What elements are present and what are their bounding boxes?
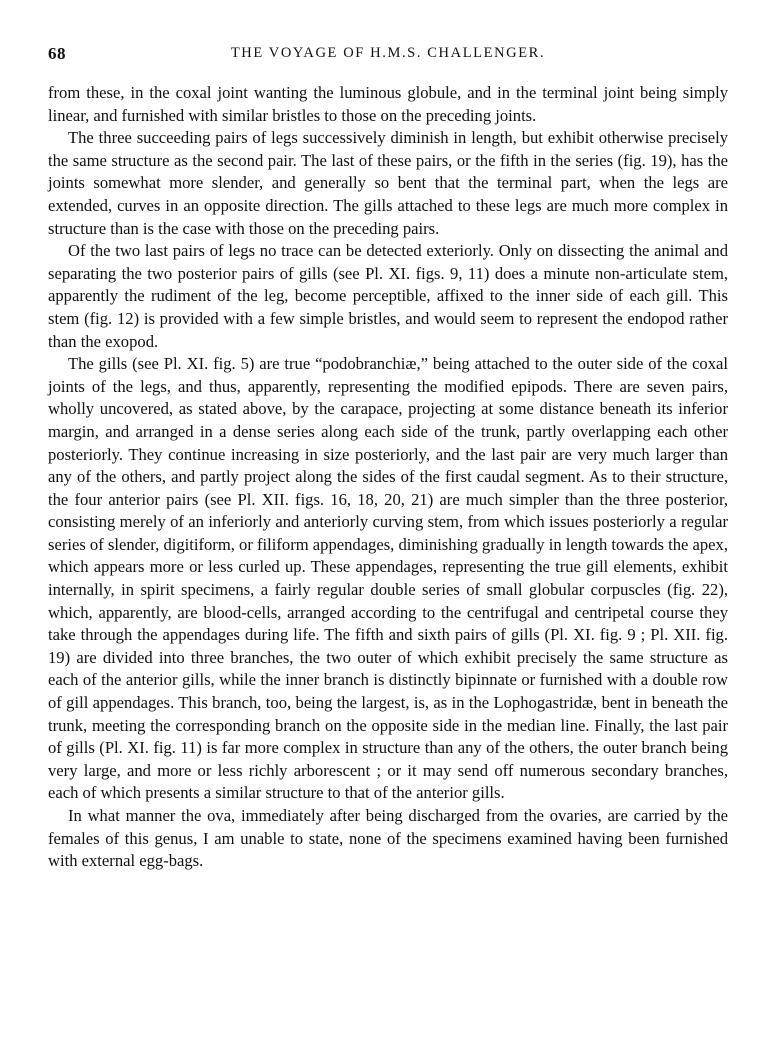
- paragraph-gills: The gills (see Pl. XI. fig. 5) are true “podobranchiæ,” being attached to the outer side of the coxal joints of the legs, and thus, apparently, representing the modified epipods. There are seven pairs, wholly uncovered, as stated above, by the carapace, projecting at some distance beneath its inferior margin, and arranged in a dense series along each side of the trunk, partly overlapping each other posteriorly. They continue increasing in size posteriorly, and the last pair are very much larger than any of the others, and partly project along the sides of the first caudal segment. As to their structure, the four anterior pairs (see Pl. XII. figs. 16, 18, 20, 21) are much simpler than the three posterior, consisting merely of an inferiorly and anteriorly curving stem, from which issues posteriorly a regular series of slender, digitiform, or filiform appendages, diminishing gradually in length towards the apex, which appears more or less curled up. These appendages, representing the true gill elements, exhibit internally, in spirit specimens, a fairly regular double series of small globular corpuscles (fig. 22), which, apparently, are blood-cells, arranged according to the centrifugal and centripetal course they take through the appendages during life. The fifth and sixth pairs of gills (Pl. XI. fig. 9 ; Pl. XII. fig. 19) are divided into three branches, the two outer of which exhibit precisely the same structure as each of the anterior gills, while the inner branch is distinctly bipinnate or furnished with a double row of gill appendages. This branch, too, being the largest, is, as in the Lophogastridæ, bent in beneath the trunk, meeting the corresponding branch on the opposite side in the median line. Finally, the last pair of gills (Pl. XI. fig. 11) is far more complex in structure than any of the others, the outer branch being very large, and more or less richly arborescent ; or it may send off numerous secondary branches, each of which presents a similar structure to that of the anterior gills.: [48, 354, 728, 803]
- paragraph-continued: from these, in the coxal joint wanting the luminous globule, and in the terminal joint being simply linear, and furnished with similar bristles to those on the preceding joints.: [48, 83, 728, 125]
- paragraph-succeeding-legs: The three succeeding pairs of legs successively diminish in length, but exhibit otherwise precisely the same structure as the second pair. The last of these pairs, or the fifth in the series (fig. 19), has the joints somewhat more slender, and generally so bent that the terminal part, when the legs are extended, curves in an opposite direction. The gills attached to these legs are much more complex in structure than is the case with those on the preceding pairs.: [48, 128, 728, 238]
- page-number: 68: [48, 44, 66, 63]
- body-text: [48, 82, 728, 873]
- paragraph-posterior-legs: Of the two last pairs of legs no trace can be detected exteriorly. Only on dissecting the animal and separating the two posterior pairs of gills (see Pl. XI. figs. 9, 11) does a minute non-articulate stem, apparently the rudiment of the leg, become perceptible, affixed to the inner side of each gill. This stem (fig. 12) is provided with a few simple bristles, and would seem to represent the endopod rather than the exopod.: [48, 241, 728, 351]
- paragraph-ova: In what manner the ova, immediately after being discharged from the ovaries, are carried by the females of this genus, I am unable to state, none of the specimens examined having been furnished with external egg-bags.: [48, 806, 728, 871]
- running-title: THE VOYAGE OF H.M.S. CHALLENGER.: [230, 45, 546, 61]
- page-header: [48, 44, 728, 68]
- book-page: [48, 44, 728, 873]
